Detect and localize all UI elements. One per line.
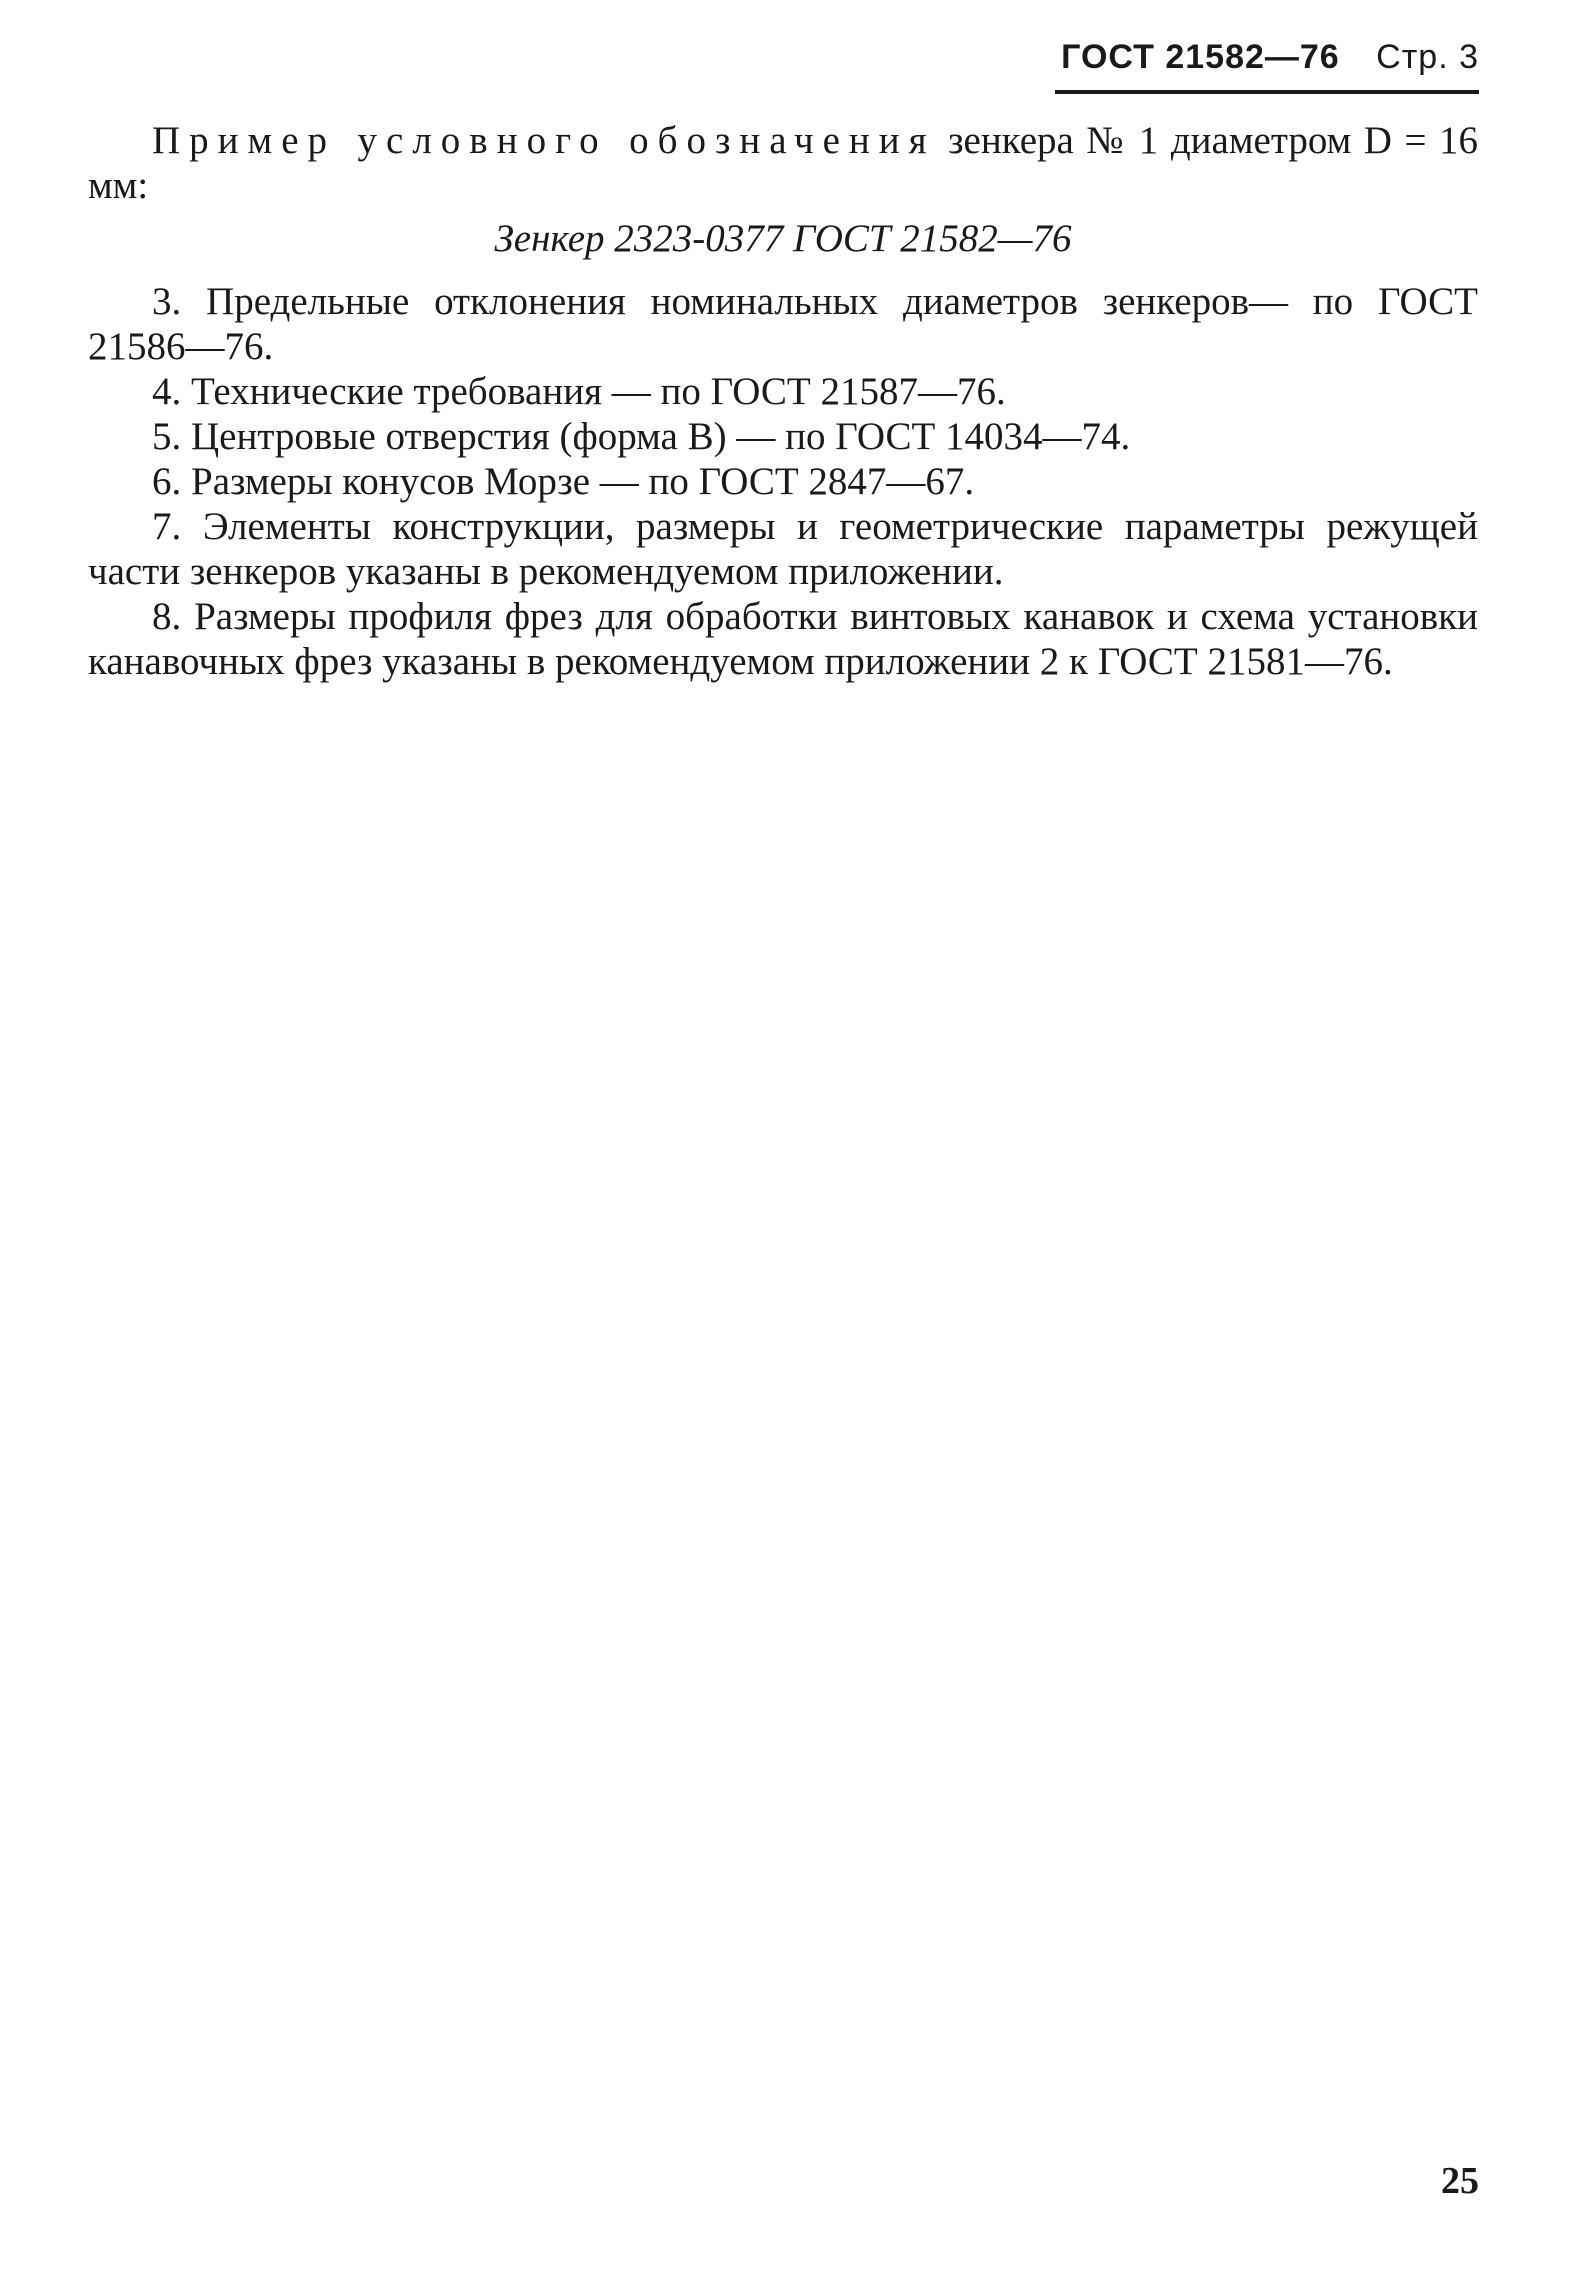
document-body: [88, 118, 1478, 684]
example-designation: Зенкер 2323-0377 ГОСТ 21582—76: [494, 217, 1072, 260]
list-item: 8. Размеры профиля фрез для обработки винтовых канавок и схема установки канавочных фрез указаны в рекомендуемом приложении 2 к ГОСТ 21581—76.: [88, 595, 1478, 683]
example-intro: [88, 118, 1478, 208]
requirements-list: [88, 279, 1478, 684]
list-item: 5. Центровые отверстия (форма В) — по ГОСТ 14034—74.: [152, 415, 1131, 458]
page-label: Стр. 3: [1376, 38, 1479, 76]
page-number: 25: [1441, 2160, 1479, 2202]
list-item: 6. Размеры конусов Морзе — по ГОСТ 2847—67.: [152, 460, 975, 503]
list-item: 4. Технические требования — по ГОСТ 21587—76.: [152, 370, 1006, 413]
list-item: 3. Предельные отклонения номинальных диаметров зенкеров— по ГОСТ 21586—76.: [88, 280, 1478, 368]
header-rule: [1055, 90, 1479, 94]
standard-code: ГОСТ 21582—76: [1061, 38, 1340, 76]
example-lead-spaced: Пример условного обозначения: [152, 119, 936, 162]
example-lead-rest: зенкера № 1 диаметром D = 16 мм:: [88, 119, 1478, 207]
page-header: [1061, 38, 1479, 77]
list-item: 7. Элементы конструкции, размеры и геометрические параметры режущей части зенкеров указаны в рекомендуемом приложении.: [88, 505, 1478, 593]
